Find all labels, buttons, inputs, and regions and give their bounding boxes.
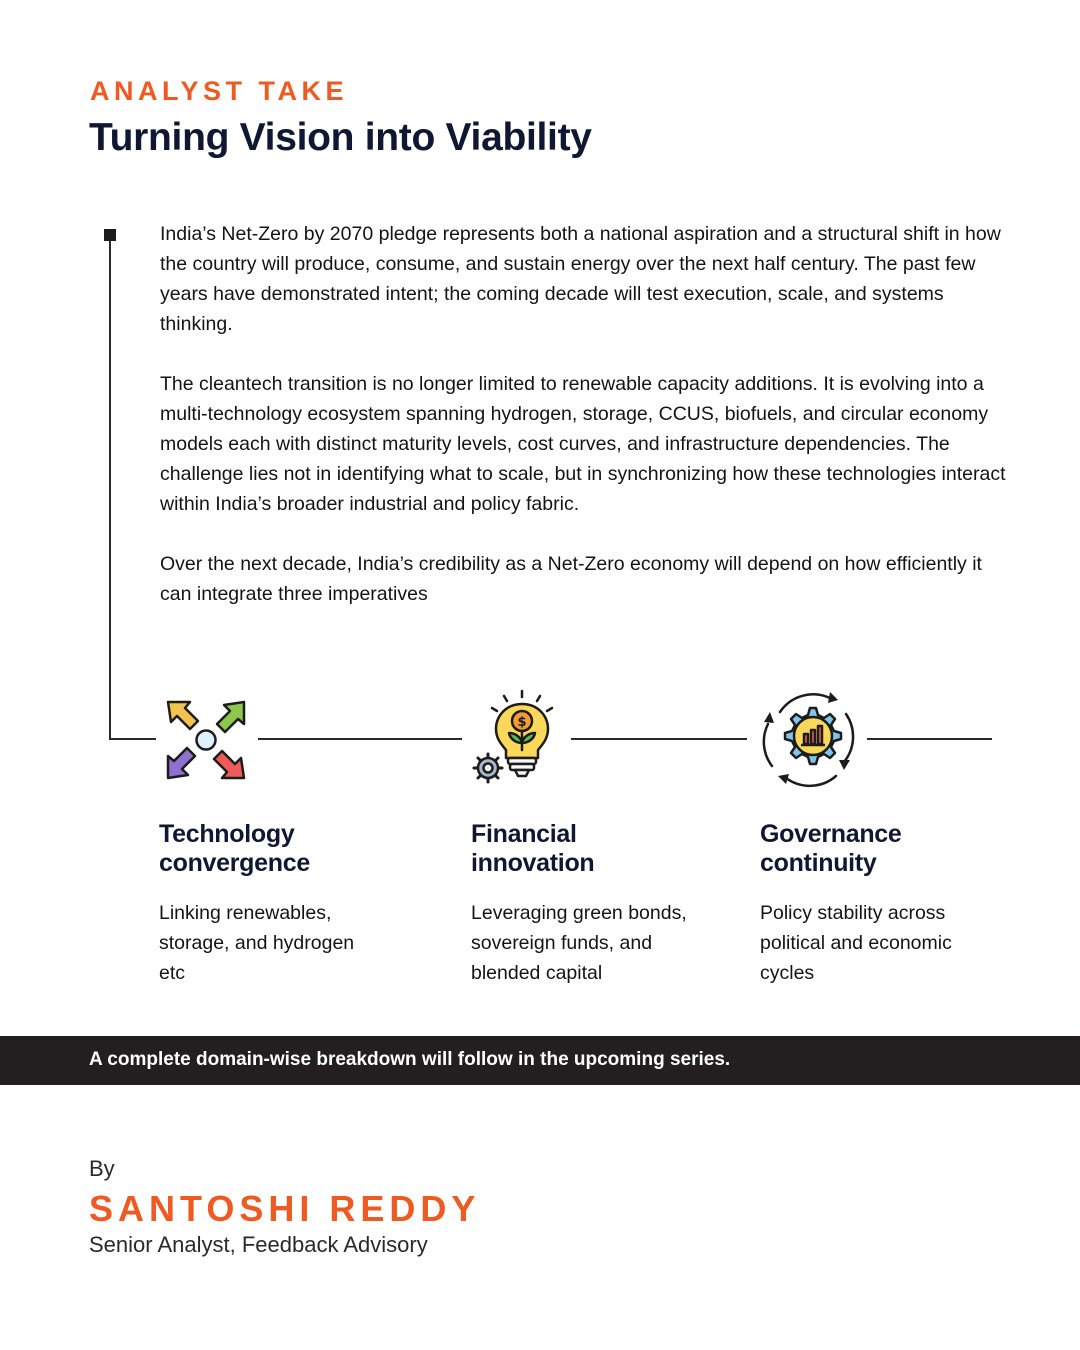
title-line: Governance bbox=[760, 820, 902, 848]
title-line: innovation bbox=[471, 849, 595, 877]
paragraph: India’s Net-Zero by 2070 pledge represents both a national aspiration and a structural shift in how the country will produce, consume, and sustain energy over the next half century. The past few years have demonstrated intent; the coming decade will test execution, scale, and systems thinking. bbox=[160, 223, 1001, 335]
separator-line bbox=[258, 738, 462, 740]
desc-line: sovereign funds, and bbox=[471, 932, 653, 954]
page-title: Turning Vision into Viability bbox=[89, 116, 592, 159]
desc-line: Leveraging green bonds, bbox=[471, 902, 687, 924]
money-lightbulb-icon bbox=[468, 688, 564, 788]
desc-line: storage, and hydrogen bbox=[159, 932, 355, 954]
imperative-description bbox=[159, 898, 354, 988]
desc-line: etc bbox=[159, 962, 186, 984]
intro-text bbox=[160, 219, 1010, 639]
timeline-bullet bbox=[104, 229, 116, 241]
timeline-vertical-line bbox=[109, 240, 111, 739]
paragraph: Over the next decade, India’s credibility as a Net-Zero economy will depend on how efficiently it can integrate three imperatives bbox=[160, 553, 982, 605]
announcement-band bbox=[0, 1036, 1080, 1085]
title-line: Financial bbox=[471, 820, 577, 848]
desc-line: Policy stability across bbox=[760, 902, 946, 924]
converging-arrows-icon bbox=[160, 694, 252, 786]
imperative-title bbox=[471, 820, 687, 878]
imperative-description bbox=[760, 898, 952, 988]
paragraph: The cleantech transition is no longer limited to renewable capacity additions. It is evolving into a multi-technology ecosystem spanning hydrogen, storage, CCUS, biofuels, and circular economy models each with distinct maturity levels, cost curves, and infrastructure dependencies. The challenge lies not in identifying what to scale, but in synchronizing how these technologies interact within India’s broader industrial and policy fabric. bbox=[160, 373, 1006, 515]
title-line: continuity bbox=[760, 849, 877, 877]
separator-line bbox=[867, 738, 992, 740]
author-role: Senior Analyst, Feedback Advisory bbox=[89, 1232, 428, 1257]
author-name: SANTOSHI REDDY bbox=[89, 1188, 481, 1229]
imperative-description bbox=[471, 898, 687, 988]
imperative-title bbox=[159, 820, 354, 878]
kicker: ANALYST TAKE bbox=[90, 76, 349, 106]
desc-line: Linking renewables, bbox=[159, 902, 332, 924]
title-line: Technology bbox=[159, 820, 295, 848]
timeline-horizontal-line bbox=[109, 738, 156, 740]
imperative-technology bbox=[159, 820, 354, 988]
imperative-governance bbox=[760, 820, 952, 988]
byline-prefix: By bbox=[89, 1156, 115, 1181]
imperative-title bbox=[760, 820, 952, 878]
desc-line: political and economic bbox=[760, 932, 952, 954]
gear-cycle-chart-icon bbox=[758, 688, 862, 790]
svg-text:$: $ bbox=[517, 715, 527, 730]
imperative-financial bbox=[471, 820, 687, 988]
desc-line: cycles bbox=[760, 962, 815, 984]
separator-line bbox=[571, 738, 747, 740]
title-line: convergence bbox=[159, 849, 310, 877]
desc-line: blended capital bbox=[471, 962, 603, 984]
announcement-text: A complete domain-wise breakdown will follow in the upcoming series. bbox=[89, 1049, 731, 1070]
